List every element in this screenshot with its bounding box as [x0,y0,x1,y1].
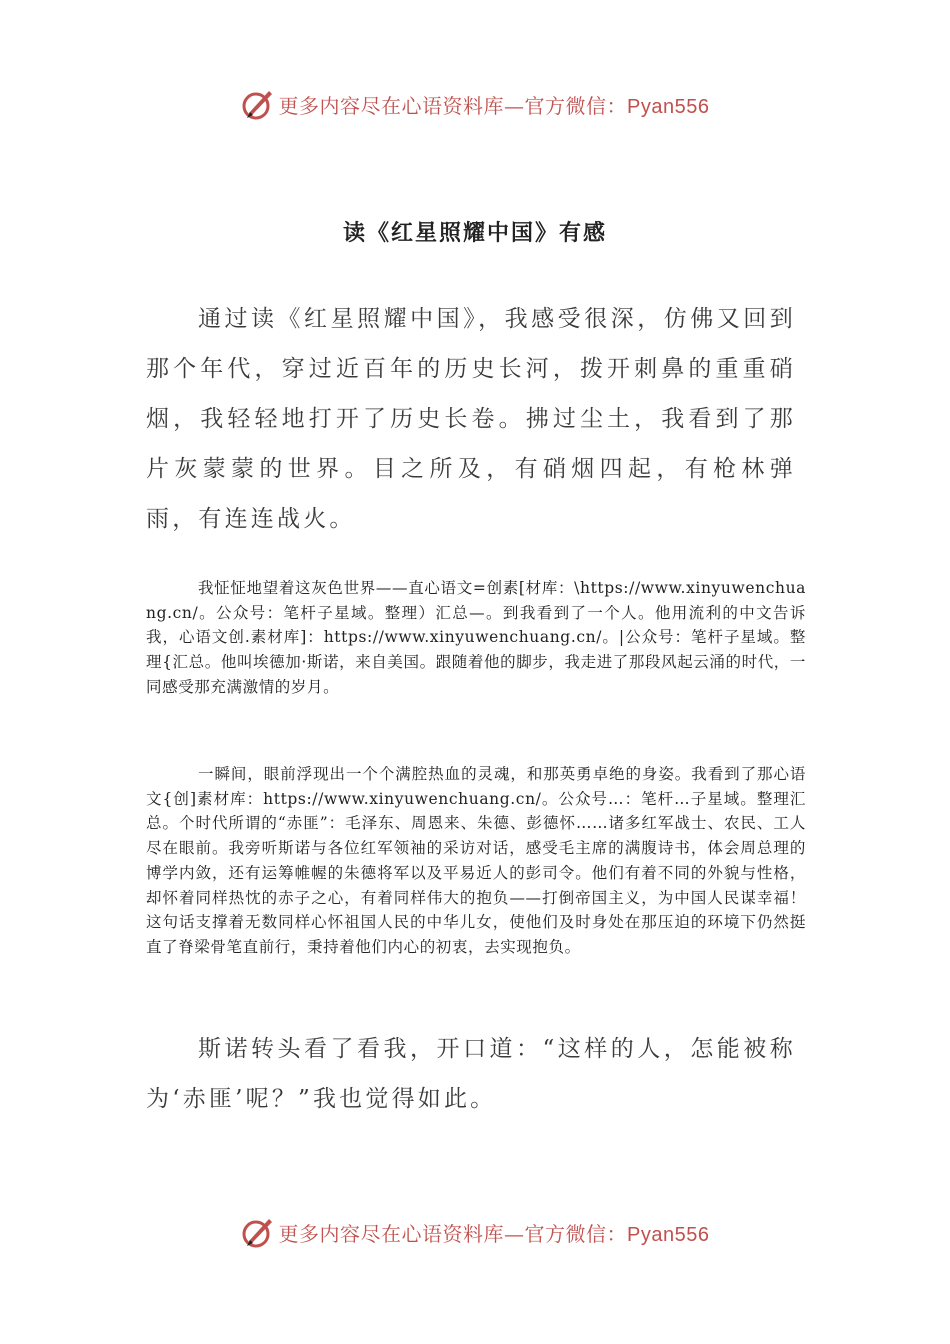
footer-banner-main: 更多内容尽在心语资料库 [278,1221,505,1246]
footer-banner [0,1212,950,1252]
footer-banner-wechat: 官方微信： [524,1221,628,1246]
paragraph-2: 我怔怔地望着这灰色世界——直心语文=创素[材库：\https://www.xinyuwenchuang.cn/。公众号：笔杆子星域。整理）汇总—。到我看到了一个人。他用流利的中文告诉我，心语文创.素材库]：https://www.xinyuwenchuang.cn/。|公众号：笔杆子星域。整理{汇总。他叫埃德加·斯诺，来自美国。跟随着他的脚步，我走进了那段风起云涌的时代，一同感受那充满激情的岁月。 [146,579,806,696]
header-banner-main: 更多内容尽在心语资料库 [278,93,505,118]
footer-banner-id: Pyan556 [627,1223,710,1246]
footer-banner-separator: — [504,1221,525,1246]
header-banner [0,84,950,124]
header-banner-wechat: 官方微信： [524,93,628,118]
article-title: 读《红星照耀中国》有感 [342,220,607,246]
paragraph-4: 斯诺转头看了看我，开口道：“这样的人，怎能被称为‘赤匪’呢？”我也觉得如此。 [146,1036,796,1112]
quill-logo-icon [241,87,275,121]
paragraph-1: 通过读《红星照耀中国》，我感受很深，仿佛又回到那个年代，穿过近百年的历史长河，拨开刺鼻的重重硝烟，我轻轻地打开了历史长卷。拂过尘土，我看到了那片灰蒙蒙的世界。目之所及，有硝烟四起，有枪林弹雨，有连连战火。 [146,306,796,532]
header-banner-id: Pyan556 [627,95,710,118]
header-banner-text [279,90,710,119]
footer-banner-text [279,1218,710,1247]
header-banner-separator: — [504,93,525,118]
quill-logo-icon [241,1215,275,1249]
paragraph-3: 一瞬间，眼前浮现出一个个满腔热血的灵魂，和那英勇卓绝的身姿。我看到了那心语文{创]素材库：https://www.xinyuwenchuang.cn/。公众号…：笔杆…子星域。整理汇总。个时代所谓的“赤匪”：毛泽东、周恩来、朱德、彭德怀……诸多红军战士、农民、工人尽在眼前。我旁听斯诺与各位红军领袖的采访对话，感受毛主席的满腹诗书，体会周总理的博学内敛，还有运筹帷幄的朱德将军以及平易近人的彭司令。他们有着不同的外貌与性格，却怀着同样热忱的赤子之心，有着同样伟大的抱负——打倒帝国主义，为中国人民谋幸福！这句话支撑着无数同样心怀祖国人民的中华儿女，使他们及时身处在那压迫的环境下仍然挺直了脊梁骨笔直前行，秉持着他们内心的初衷，去实现抱负。 [146,765,806,956]
